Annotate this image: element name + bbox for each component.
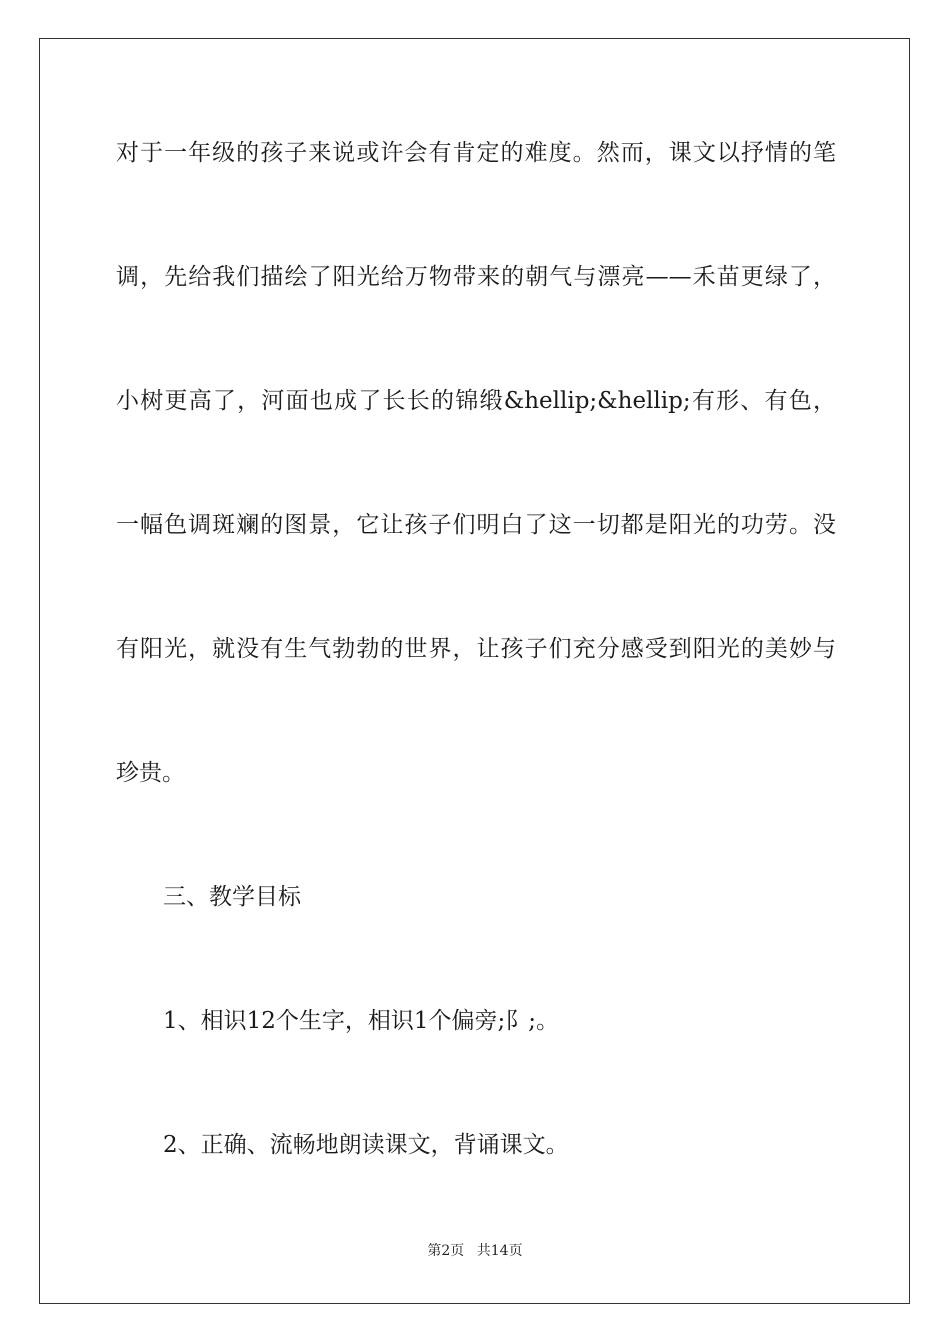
page-total: 共14页 <box>476 1243 523 1259</box>
section-heading: 三、教学目标 <box>163 884 301 910</box>
body-line-3: 小树更高了，河面也成了长长的锦缎&hellip;&hellip;有形、有色， <box>116 388 836 414</box>
body-line-2: 调，先给我们描绘了阳光给万物带来的朝气与漂亮——禾苗更绿了， <box>116 264 836 290</box>
body-line-6: 珍贵。 <box>116 760 185 786</box>
body-line-5: 有阳光，就没有生气勃勃的世界，让孩子们充分感受到阳光的美妙与 <box>116 636 836 662</box>
page-footer <box>0 1240 950 1260</box>
body-line-1: 对于一年级的孩子来说或许会有肯定的难度。然而，课文以抒情的笔 <box>116 140 836 166</box>
goal-item-2: 2、正确、流畅地朗读课文，背诵课文。 <box>163 1132 569 1158</box>
body-line-4: 一幅色调斑斓的图景，它让孩子们明白了这一切都是阳光的功劳。没 <box>116 512 836 538</box>
goal-item-1: 1、相识12个生字，相识1个偏旁;阝;。 <box>163 1008 560 1034</box>
page-number: 第2页 <box>427 1243 465 1259</box>
page-frame <box>39 38 910 1304</box>
